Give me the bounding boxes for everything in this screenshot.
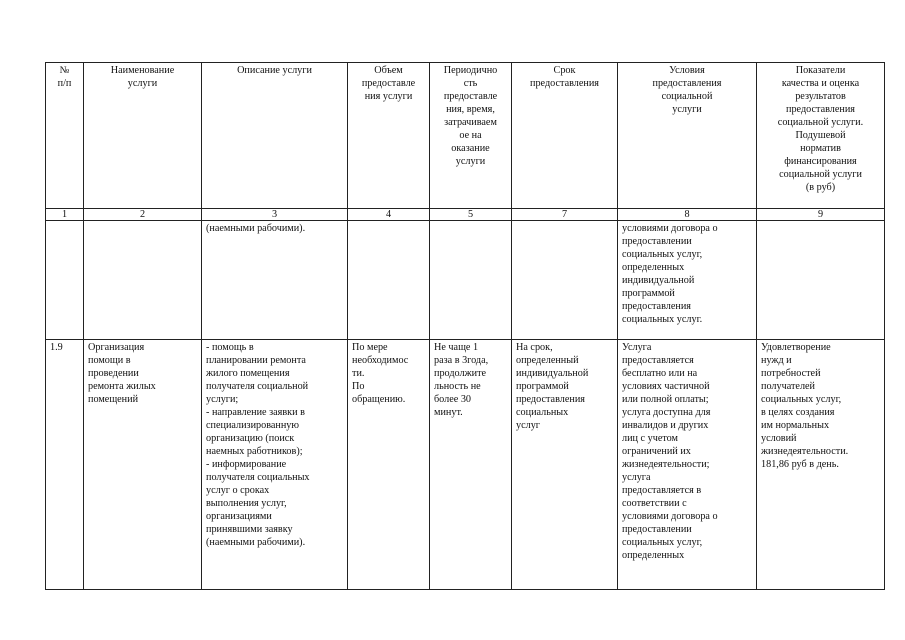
cell-term: На срок, определенный индивидуальной программой предоставления социальных услуг xyxy=(512,340,618,590)
cell-empty xyxy=(46,221,84,340)
header-quality-indicators: Показатели качества и оценка результатов предоставления социальной услуги. Подушевой норматив финансирования социальной услуги (в руб) xyxy=(757,63,885,209)
cell-periodicity: Не чаще 1 раза в 3года, продолжите льность не более 30 минут. xyxy=(430,340,512,590)
cell-service-name: Организация помощи в проведении ремонта жилых помещений xyxy=(84,340,202,590)
cell-quality-indicators: Удовлетворение нужд и потребностей получателей социальных услуг, в целях создания им нормальных условий жизнедеятельности. 181,86 руб в день. xyxy=(757,340,885,590)
cell-conditions: условиями договора о предоставлении социальных услуг, определенных индивидуальной программой предоставления социальных услуг. xyxy=(618,221,757,340)
column-number: 1 xyxy=(46,209,84,221)
column-number: 3 xyxy=(202,209,348,221)
header-volume: Объем предоставле ния услуги xyxy=(348,63,430,209)
services-table xyxy=(45,62,885,590)
table-row-continuation xyxy=(46,221,885,340)
column-number: 2 xyxy=(84,209,202,221)
header-conditions: Условия предоставления социальной услуги xyxy=(618,63,757,209)
table-header-row xyxy=(46,63,885,209)
cell-empty xyxy=(84,221,202,340)
column-numbers-row xyxy=(46,209,885,221)
cell-description: (наемными рабочими). xyxy=(202,221,348,340)
column-number: 8 xyxy=(618,209,757,221)
cell-conditions: Услуга предоставляется бесплатно или на условиях частичной или полной оплаты; услуга доступна для инвалидов и других лиц с учетом ограничений их жизнедеятельности; услуга предоставляется в соответствии с условиями договора о предоставлении социальных услуг, определенных xyxy=(618,340,757,590)
cell-volume: По мере необходимос ти. По обращению. xyxy=(348,340,430,590)
header-service-description: Описание услуги xyxy=(202,63,348,209)
column-number: 5 xyxy=(430,209,512,221)
column-number: 9 xyxy=(757,209,885,221)
table-row-service-1-9 xyxy=(46,340,885,590)
column-number: 7 xyxy=(512,209,618,221)
header-term: Срок предоставления xyxy=(512,63,618,209)
cell-empty xyxy=(757,221,885,340)
header-service-name: Наименование услуги xyxy=(84,63,202,209)
cell-number: 1.9 xyxy=(46,340,84,590)
header-periodicity: Периодично сть предоставле ния, время, затрачиваем ое на оказание услуги xyxy=(430,63,512,209)
cell-empty xyxy=(430,221,512,340)
cell-description: - помощь в планировании ремонта жилого помещения получателя социальной услуги; - направление заявки в специализированную организацию (поиск наемных работников); - информирование получателя социальных услуг о сроках выполнения услуг, организациями принявшими заявку (наемными рабочими). xyxy=(202,340,348,590)
header-number: № п/п xyxy=(46,63,84,209)
cell-empty xyxy=(512,221,618,340)
column-number: 4 xyxy=(348,209,430,221)
cell-empty xyxy=(348,221,430,340)
